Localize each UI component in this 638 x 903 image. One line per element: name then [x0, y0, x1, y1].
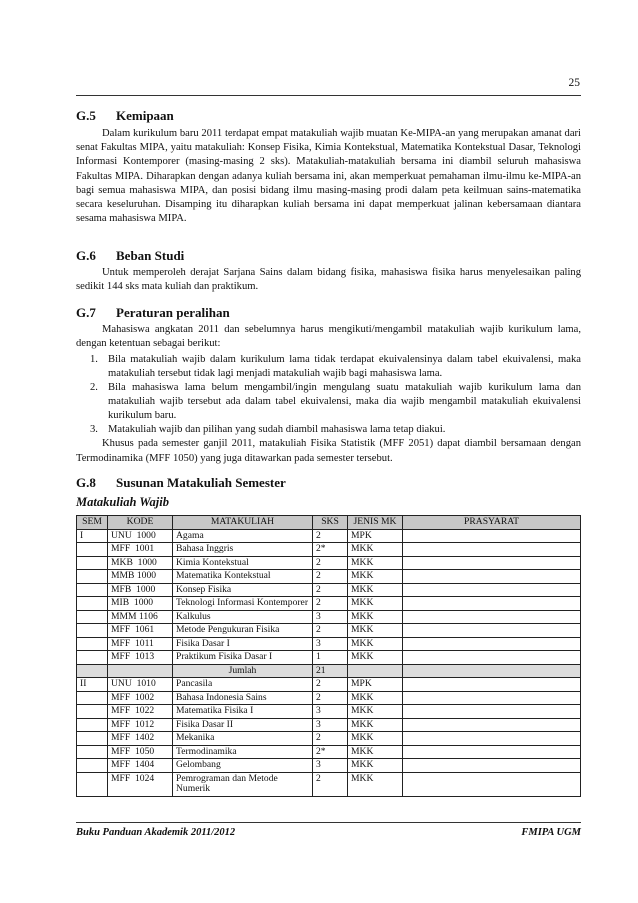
footer-right: FMIPA UGM	[521, 827, 581, 838]
table-body	[77, 529, 581, 796]
cell-sem	[77, 583, 108, 597]
cell-matakuliah: Fisika Dasar I	[173, 637, 313, 651]
section-g8	[76, 475, 581, 510]
transition-rules-list	[76, 353, 581, 437]
cell-kode: MFF 1012	[108, 718, 173, 732]
list-item	[90, 381, 581, 423]
table-row	[77, 691, 581, 705]
cell-prasyarat	[403, 772, 581, 796]
cell-prasyarat	[403, 570, 581, 584]
cell-sem	[77, 772, 108, 796]
table-row	[77, 759, 581, 773]
cell-sks: 3	[313, 610, 348, 624]
cell-prasyarat	[403, 529, 581, 543]
section-g6-number: G.6	[76, 248, 96, 263]
section-g5-number: G.5	[76, 108, 96, 123]
cell-kode: MIB 1000	[108, 597, 173, 611]
cell-matakuliah: Gelombang	[173, 759, 313, 773]
cell-kode: MFF 1061	[108, 624, 173, 638]
cell-sem	[77, 610, 108, 624]
section-g5	[76, 108, 581, 226]
cell-sem	[77, 745, 108, 759]
cell-sem	[77, 651, 108, 665]
cell-sks: 2	[313, 583, 348, 597]
table-row	[77, 718, 581, 732]
table-row	[77, 637, 581, 651]
cell-sem	[77, 624, 108, 638]
cell-kode: MFF 1404	[108, 759, 173, 773]
cell-sem	[77, 637, 108, 651]
table-row	[77, 570, 581, 584]
cell-matakuliah: Konsep Fisika	[173, 583, 313, 597]
list-item-text: Bila matakuliah wajib dalam kurikulum lama tidak terdapat ekuivalensinya dalam tabel ekuivalensi, maka matakuliah tersebut tidak lagi menjadi matakuliah wajib bagi mahasiswa lama.	[108, 354, 581, 380]
cell-jenis: MKK	[348, 637, 403, 651]
cell-sem	[77, 705, 108, 719]
cell-matakuliah: Bahasa Indonesia Sains	[173, 691, 313, 705]
list-item-number: 1.	[90, 354, 98, 366]
section-g7-number: G.7	[76, 305, 96, 320]
cell-prasyarat	[403, 583, 581, 597]
cell-sks: 3	[313, 637, 348, 651]
table-row	[77, 664, 581, 678]
footer-left: Buku Panduan Akademik 2011/2012	[76, 827, 236, 838]
cell-sem	[77, 718, 108, 732]
cell-matakuliah: Matematika Fisika I	[173, 705, 313, 719]
cell-kode: MKB 1000	[108, 556, 173, 570]
cell-matakuliah: Kimia Kontekstual	[173, 556, 313, 570]
table-row	[77, 624, 581, 638]
section-g6-heading	[76, 248, 581, 264]
col-header-sem: SEM	[77, 516, 108, 530]
cell-sks: 2	[313, 691, 348, 705]
cell-jenis: MKK	[348, 705, 403, 719]
cell-jenis: MKK	[348, 732, 403, 746]
section-g8-number: G.8	[76, 475, 96, 490]
section-g6-text: Untuk memperoleh derajat Sarjana Sains dalam bidang fisika, mahasiswa fisika harus menyelesaikan paling sedikit 144 sks mata kuliah dan praktikum.	[76, 267, 581, 293]
cell-prasyarat	[403, 556, 581, 570]
cell-sks: 2	[313, 624, 348, 638]
cell-jenis: MKK	[348, 570, 403, 584]
cell-kode: MFF 1013	[108, 651, 173, 665]
cell-sem	[77, 556, 108, 570]
cell-prasyarat	[403, 691, 581, 705]
col-header-prasyarat: PRASYARAT	[403, 516, 581, 530]
section-g7-title: Peraturan peralihan	[116, 305, 230, 320]
cell-prasyarat	[403, 718, 581, 732]
cell-matakuliah: Fisika Dasar II	[173, 718, 313, 732]
cell-jenis	[348, 664, 403, 678]
table-header-row	[77, 516, 581, 530]
section-g5-title: Kemipaan	[116, 108, 174, 123]
list-item-number: 2.	[90, 382, 98, 394]
cell-jenis: MKK	[348, 583, 403, 597]
cell-jenis: MPK	[348, 678, 403, 692]
header-rule	[76, 95, 581, 96]
table-row	[77, 772, 581, 796]
cell-jenis: MKK	[348, 651, 403, 665]
cell-jenis: MKK	[348, 745, 403, 759]
cell-prasyarat	[403, 597, 581, 611]
cell-prasyarat	[403, 664, 581, 678]
table-row	[77, 732, 581, 746]
cell-matakuliah: Mekanika	[173, 732, 313, 746]
table-row	[77, 529, 581, 543]
cell-sks: 2*	[313, 745, 348, 759]
cell-jenis: MPK	[348, 529, 403, 543]
cell-kode: UNU 1010	[108, 678, 173, 692]
cell-kode: MMB 1000	[108, 570, 173, 584]
cell-sem	[77, 732, 108, 746]
section-g6	[76, 248, 581, 294]
cell-kode: MFF 1002	[108, 691, 173, 705]
cell-sks: 3	[313, 759, 348, 773]
cell-jenis: MKK	[348, 691, 403, 705]
section-g7	[76, 305, 581, 466]
section-g7-intro: Mahasiswa angkatan 2011 dan sebelumnya harus mengikuti/mengambil matakuliah wajib kurikulum lama, dengan ketentuan sebagai berikut:	[76, 324, 581, 350]
cell-kode	[108, 664, 173, 678]
cell-matakuliah: Bahasa Inggris	[173, 543, 313, 557]
cell-sem: I	[77, 529, 108, 543]
section-g5-text: Dalam kurikulum baru 2011 terdapat empat matakuliah wajib muatan Ke-MIPA-an yang merupakan amanat dari senat Fakultas MIPA, yaitu matakuliah: Konsep Fisika, Kimia Kontekstual, Matematika Kontekstual Dasar, Teknologi Informasi Kontemporer (masing-masing 2 sks). Matakuliah-matakuliah bersama ini diambil seluruh mahasiswa Fakultas MIPA. Diharapkan dengan adanya kuliah bersama ini, akan memperkuat pemahaman ilmu-ilmu ke-MIPA-an bagi semua mahasiswa MIPA, dan posisi bidang ilmu masing-masing prodi dalam peta keilmuan sains-matematika secara keseluruhan. Disamping itu diharapkan kuliah bersama ini dapat memperkuat jalinan kebersamaan diantara sesama mahasiswa MIPA.	[76, 128, 581, 225]
table-row	[77, 651, 581, 665]
cell-jenis: MKK	[348, 543, 403, 557]
cell-prasyarat	[403, 651, 581, 665]
table-row	[77, 556, 581, 570]
cell-prasyarat	[403, 732, 581, 746]
list-item	[90, 423, 581, 437]
cell-jenis: MKK	[348, 597, 403, 611]
list-item-text: Bila mahasiswa lama belum mengambil/ingin mengulang suatu matakuliah wajib kurikulum lama dan matakuliah wajib tersebut ada dalam tabel ekuivalensi, maka dia wajib mengambil matakuliah ekuivalensi kurikulum baru.	[108, 382, 581, 422]
cell-prasyarat	[403, 637, 581, 651]
cell-prasyarat	[403, 745, 581, 759]
cell-matakuliah: Pancasila	[173, 678, 313, 692]
cell-sks: 2	[313, 597, 348, 611]
cell-sks: 3	[313, 718, 348, 732]
cell-matakuliah: Metode Pengukuran Fisika	[173, 624, 313, 638]
cell-sks: 2	[313, 556, 348, 570]
cell-sks: 2	[313, 529, 348, 543]
cell-prasyarat	[403, 543, 581, 557]
cell-matakuliah: Matematika Kontekstual	[173, 570, 313, 584]
cell-jenis: MKK	[348, 556, 403, 570]
cell-sem: II	[77, 678, 108, 692]
section-g5-heading	[76, 108, 581, 124]
cell-matakuliah: Kalkulus	[173, 610, 313, 624]
cell-jenis: MKK	[348, 624, 403, 638]
cell-sks: 3	[313, 705, 348, 719]
cell-sks: 2	[313, 570, 348, 584]
table-row	[77, 745, 581, 759]
section-g6-title: Beban Studi	[116, 248, 185, 263]
cell-jenis: MKK	[348, 610, 403, 624]
cell-matakuliah: Termodinamika	[173, 745, 313, 759]
table-row	[77, 583, 581, 597]
course-table	[76, 515, 581, 797]
cell-kode: UNU 1000	[108, 529, 173, 543]
cell-matakuliah: Praktikum Fisika Dasar I	[173, 651, 313, 665]
cell-sks: 2	[313, 772, 348, 796]
list-item-text: Matakuliah wajib dan pilihan yang sudah diambil mahasiswa lama tetap diakui.	[108, 424, 446, 436]
cell-sks: 2	[313, 732, 348, 746]
cell-kode: MMM 1106	[108, 610, 173, 624]
cell-matakuliah: Jumlah	[173, 664, 313, 678]
cell-prasyarat	[403, 759, 581, 773]
cell-kode: MFF 1402	[108, 732, 173, 746]
section-g7-closing: Khusus pada semester ganjil 2011, matakuliah Fisika Statistik (MFF 2051) dapat diambil bersamaan dengan Termodinamika (MFF 1050) yang juga ditawarkan pada semester tersebut.	[76, 438, 581, 464]
list-item	[90, 353, 581, 381]
section-g8-subtitle: Matakuliah Wajib	[76, 495, 169, 509]
cell-prasyarat	[403, 705, 581, 719]
cell-sks: 2	[313, 678, 348, 692]
section-g8-heading	[76, 475, 581, 491]
cell-kode: MFB 1000	[108, 583, 173, 597]
section-g8-title: Susunan Matakuliah Semester	[116, 475, 286, 490]
cell-sem	[77, 664, 108, 678]
cell-sem	[77, 570, 108, 584]
cell-matakuliah: Teknologi Informasi Kontemporer	[173, 597, 313, 611]
cell-kode: MFF 1022	[108, 705, 173, 719]
cell-jenis: MKK	[348, 759, 403, 773]
cell-matakuliah: Pemrograman dan Metode Numerik	[173, 772, 313, 796]
cell-sem	[77, 759, 108, 773]
cell-jenis: MKK	[348, 718, 403, 732]
cell-prasyarat	[403, 610, 581, 624]
cell-prasyarat	[403, 624, 581, 638]
table-row	[77, 705, 581, 719]
cell-matakuliah: Agama	[173, 529, 313, 543]
col-header-jenis: JENIS MK	[348, 516, 403, 530]
footer-rule	[76, 822, 581, 823]
table-row	[77, 610, 581, 624]
col-header-matakuliah: MATAKULIAH	[173, 516, 313, 530]
table-row	[77, 543, 581, 557]
col-header-kode: KODE	[108, 516, 173, 530]
cell-sks: 21	[313, 664, 348, 678]
cell-kode: MFF 1011	[108, 637, 173, 651]
cell-kode: MFF 1001	[108, 543, 173, 557]
cell-prasyarat	[403, 678, 581, 692]
table-row	[77, 597, 581, 611]
list-item-number: 3.	[90, 424, 98, 436]
section-g7-heading	[76, 305, 581, 321]
cell-kode: MFF 1024	[108, 772, 173, 796]
page-number: 25	[568, 77, 580, 89]
cell-kode: MFF 1050	[108, 745, 173, 759]
cell-jenis: MKK	[348, 772, 403, 796]
table-row	[77, 678, 581, 692]
cell-sem	[77, 543, 108, 557]
cell-sks: 2*	[313, 543, 348, 557]
cell-sem	[77, 597, 108, 611]
cell-sks: 1	[313, 651, 348, 665]
col-header-sks: SKS	[313, 516, 348, 530]
cell-sem	[77, 691, 108, 705]
